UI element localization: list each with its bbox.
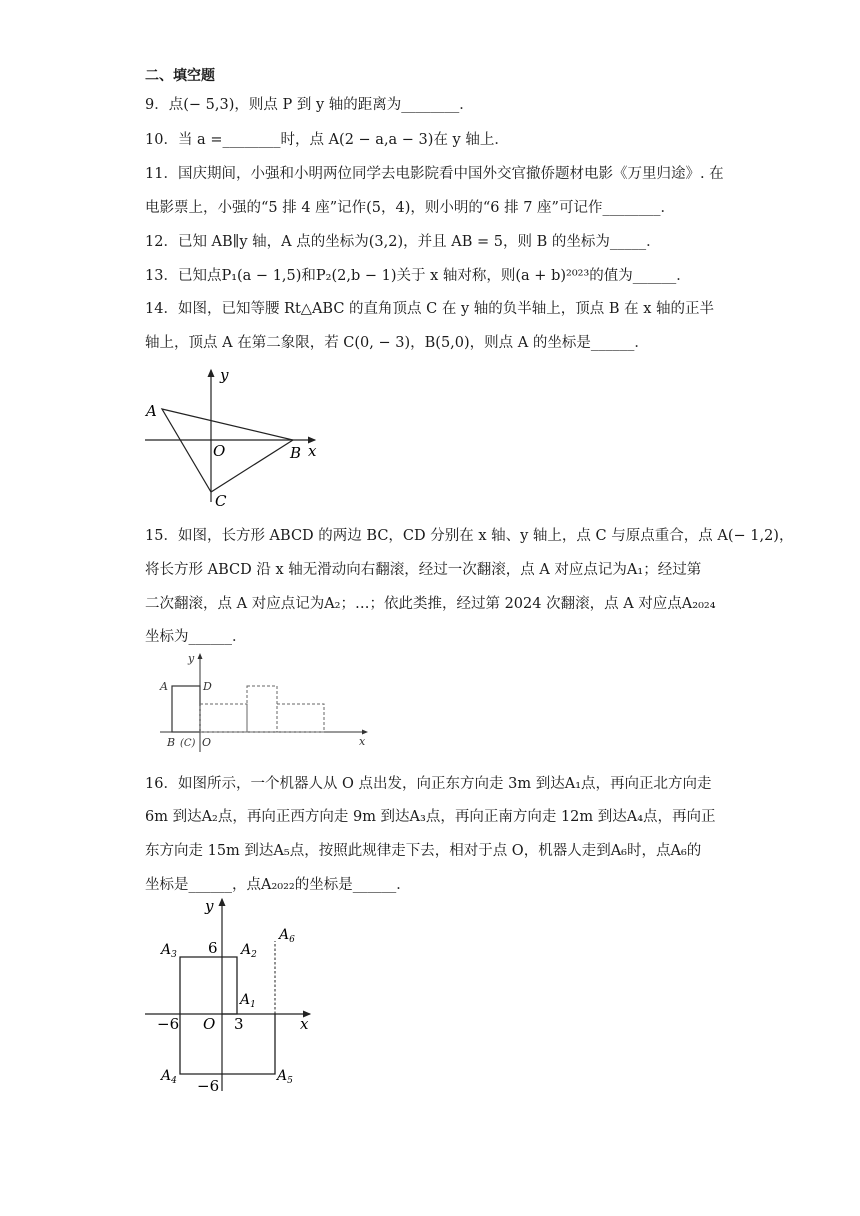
section-title: 二、填空题 xyxy=(145,68,215,84)
y-label: y xyxy=(188,652,195,665)
question-15-line-1: 15．如图，长方形 ABCD 的两边 BC，CD 分别在 x 轴、y 轴上，点 C 与原点重合，点 A(− 1,2)， xyxy=(145,528,794,544)
point-a6-label: $A_6$ xyxy=(279,927,295,945)
rolled-rectangle-3 xyxy=(277,704,324,732)
tick-3: 3 xyxy=(234,1015,244,1033)
point-a2-label: $A_2$ xyxy=(241,942,257,960)
origin-label: O xyxy=(202,736,212,749)
question-14-line-2: 轴上，顶点 A 在第二象限，若 C(0, − 3)，B(5,0)，则点 A 的坐标是______． xyxy=(145,335,649,351)
robot-path xyxy=(180,957,275,1074)
origin-label: O xyxy=(203,1015,216,1033)
rolled-rectangle-2 xyxy=(247,686,277,732)
x-label: x xyxy=(300,1015,309,1033)
tick-minus-6-y: −6 xyxy=(197,1077,220,1095)
figure-14-triangle xyxy=(140,362,340,514)
question-11-line-2: 电影票上，小强的“5 排 4 座”记作(5，4)，则小明的“6 排 7 座”可记作________． xyxy=(145,200,675,216)
y-label: y xyxy=(220,366,229,384)
point-c-label: (C) xyxy=(180,738,196,749)
point-a5-label: $A_5$ xyxy=(277,1068,293,1086)
x-label: x xyxy=(359,735,366,748)
point-a3-label: $A_3$ xyxy=(161,942,177,960)
triangle-abc xyxy=(162,409,293,492)
origin-label: O xyxy=(213,442,226,460)
figure-15-rolling-rectangle xyxy=(155,648,375,758)
point-b-label: B xyxy=(167,736,176,749)
rolled-rectangle-1 xyxy=(200,704,247,732)
point-a-label: A xyxy=(160,680,168,693)
tick-minus-6-x: −6 xyxy=(157,1015,180,1033)
question-15-line-3: 二次翻滚，点 A 对应点记为A₂；…；依此类推，经过第 2024 次翻滚，点 A 对应点A₂₀₂₄ xyxy=(145,596,716,612)
point-a4-label: $A_4$ xyxy=(161,1068,177,1086)
question-13: 13．已知点P₁(a − 1,5)和P₂(2,b − 1)关于 x 轴对称，则(a + b)²⁰²³的值为______． xyxy=(145,268,691,284)
question-14-line-1: 14．如图，已知等腰 Rt△ABC 的直角顶点 C 在 y 轴的负半轴上，顶点 B 在 x 轴的正半 xyxy=(145,301,715,317)
question-15-line-4: 坐标为______． xyxy=(145,629,247,645)
question-9: 9．点(− 5,3)，则点 P 到 y 轴的距离为________． xyxy=(145,97,474,113)
question-10: 10．当 a =________时，点 A(2 − a,a − 3)在 y 轴上． xyxy=(145,132,509,148)
point-c-label: C xyxy=(215,492,227,510)
x-label: x xyxy=(308,442,317,460)
point-a-label: A xyxy=(146,402,157,420)
figure-16-robot-path xyxy=(140,893,325,1098)
point-d-label: D xyxy=(203,680,212,693)
question-15-line-2: 将长方形 ABCD 沿 x 轴无滑动向右翻滚，经过一次翻滚，点 A 对应点记为A₁；经过第 xyxy=(145,562,702,578)
question-16-line-4: 坐标是______，点A₂₀₂₂的坐标是______． xyxy=(145,877,411,893)
point-b-label: B xyxy=(290,444,302,462)
y-label: y xyxy=(205,897,214,915)
question-16-line-3: 东方向走 15m 到达A₅点，按照此规律走下去，相对于点 O，机器人走到A₆时，点A₆的 xyxy=(145,843,702,859)
question-11-line-1: 11．国庆期间，小强和小明两位同学去电影院看中国外交官撤侨题材电影《万里归途》. 在 xyxy=(145,166,724,182)
question-16-line-1: 16．如图所示，一个机器人从 O 点出发，向正东方向走 3m 到达A₁点，再向正北方向走 xyxy=(145,776,712,792)
tick-6: 6 xyxy=(208,939,218,957)
point-a1-label: $A_1$ xyxy=(240,992,256,1010)
question-12: 12．已知 AB∥y 轴，A 点的坐标为(3,2)，并且 AB = 5，则 B 的坐标为_____． xyxy=(145,234,661,250)
question-16-line-2: 6m 到达A₂点，再向正西方向走 9m 到达A₃点，再向正南方向走 12m 到达A₄点，再向正 xyxy=(145,809,716,825)
rectangle-abcd xyxy=(172,686,200,732)
